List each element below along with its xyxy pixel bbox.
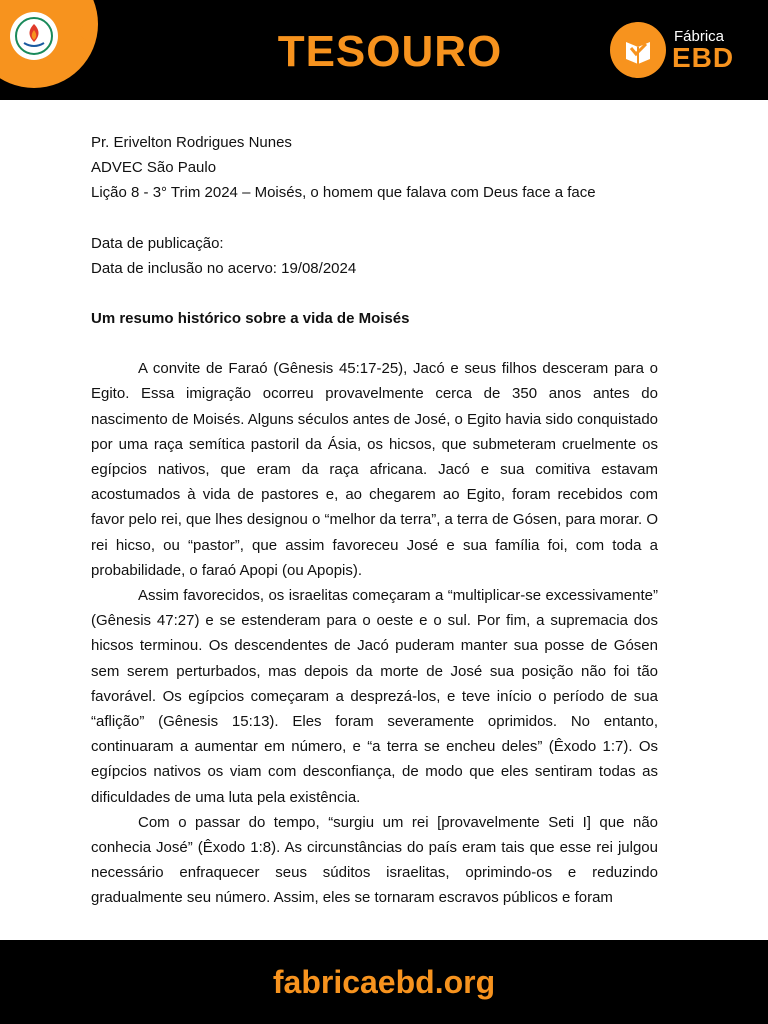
- publication-date-line: Data de publicação:: [91, 234, 224, 252]
- paragraph: Assim favorecidos, os israelitas começaram a “multiplicar-se excessivamente” (Gênesis 47:27) e se estenderam para o oeste e o sul. Por fim, a supremacia dos hicsos terminou. Os descendentes de Jacó puderam manter sua posse de Gósen sem serem perturbados, mas depois da morte de José sua posição não foi tão favorável. Os egípcios começaram a desprezá-los, e teve início o período de sua “aflição” (Gênesis 15:13). Eles foram severamente oprimidos. No entanto, continuaram a aumentar em número, e “a terra se encheu deles” (Êxodo 1:7). Os egípcios nativos os viam com desconfiança, de modo que eles sentiram todas as dificuldades de uma luta pela existência.: [91, 587, 658, 806]
- footer-website-link[interactable]: fabricaebd.org: [272, 964, 496, 1000]
- book-icon: [610, 22, 666, 78]
- page-title: TESOURO: [277, 27, 503, 76]
- fabrica-ebd-logo: [610, 20, 750, 80]
- section-title: Um resumo histórico sobre a vida de Moisés: [91, 310, 410, 328]
- spacer: [91, 331, 658, 356]
- brand-top-text: Fábrica: [674, 28, 725, 45]
- lesson-line: Lição 8 - 3° Trim 2024 – Moisés, o homem que falava com Deus face a face: [91, 184, 596, 202]
- church-line: ADVEC São Paulo: [91, 159, 217, 177]
- footer-band: [0, 940, 768, 1024]
- inclusion-date-line: Data de inclusão no acervo: 19/08/2024: [91, 259, 357, 277]
- paragraph: A convite de Faraó (Gênesis 45:17-25), Jacó e seus filhos desceram para o Egito. Essa imigração ocorreu provavelmente cerca de 350 anos antes do nascimento de Moisés. Alguns séculos antes de José, o Egito havia sido conquistado por uma raça semítica pastoril da Ásia, os hicsos, que submeteram cruelmente os egípcios nativos, que eram da raça africana. Jacó e sua comitiva estavam acostumados à vida de pastores e, ao chegarem ao Egito, foram recebidos com favor pelo rei, que lhes designou o “melhor da terra”, a terra de Gósen, para morar. O rei hicso, ou “pastor”, que assim favoreceu José e sua família foi, com toda a probabilidade, o faraó Apopi (ou Apopis).: [91, 360, 659, 579]
- document-body: [91, 130, 658, 911]
- paragraph: Com o passar do tempo, “surgiu um rei [provavelmente Seti I] que não conhecia José” (Êxodo 1:8). As circunstâncias do país eram tais que esse rei julgou necessário enfraquecer seus súditos israelitas, oprimindo-os e reduzindo gradualmente seu número. Assim, eles se tornaram escravos públicos e foram: [91, 813, 658, 907]
- spacer: [91, 206, 658, 231]
- author-line: Pr. Erivelton Rodrigues Nunes: [91, 134, 292, 151]
- header-band: [0, 0, 768, 100]
- spacer: [91, 281, 658, 306]
- brand-main-text: EBD: [672, 42, 735, 73]
